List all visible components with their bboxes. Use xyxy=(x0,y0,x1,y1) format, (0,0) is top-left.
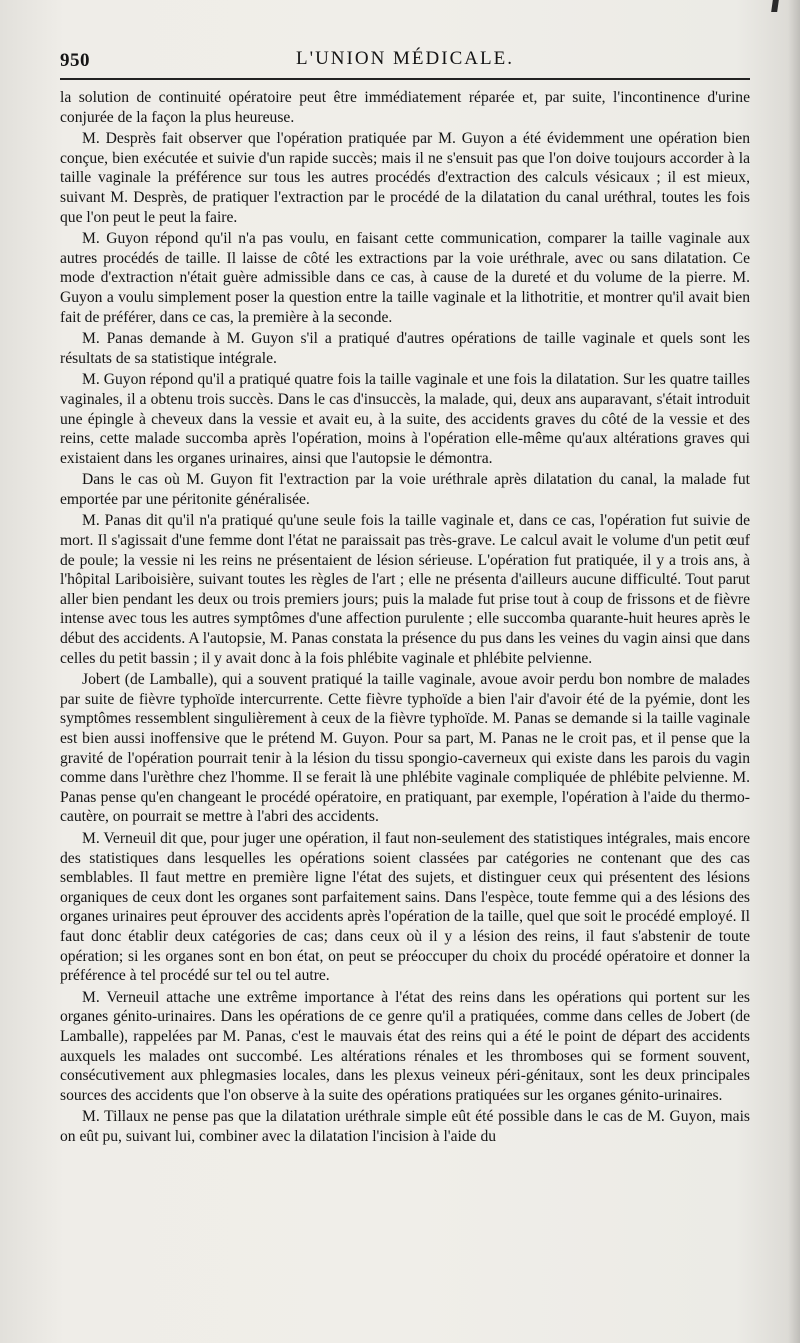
header-rule xyxy=(60,78,750,80)
paragraph-guyon-statistics: M. Guyon répond qu'il a pratiqué quatre fois la taille vaginale et une fois la dilatation. Sur les quatre tailles vaginales, il a obtenu trois succès. Dans le cas d'insuccès, la malade, qui, deux ans auparavant, s'était introduit une épingle à cheveux dans la vessie et avait eu, à la suite, des accidents graves du côté de la vessie et des reins, cette malade succomba après l'opération, moins à l'opération elle-même qu'aux altérations graves qui existaient dans les organes urinaires, ainsi que l'autopsie le démontra. xyxy=(60,371,750,467)
paragraph-dilatation-case: Dans le cas où M. Guyon fit l'extraction par la voie uréthrale après dilatation du canal, la malade fut emportée par une péritonite généralisée. xyxy=(60,471,750,508)
page-edge-shadow xyxy=(788,0,800,1343)
page-header xyxy=(60,46,750,76)
paragraph-guyon-reply: M. Guyon répond qu'il n'a pas voulu, en faisant cette communication, comparer la taille vaginale aux autres procédés de taille. Il laisse de côté les extractions par la voie uréthrale, avec ou sans dilatation. Ce mode d'extraction n'était guère admissible dans ce cas, à cause de la dureté et du volume de la pierre. M. Guyon a voulu simplement poser la question entre la taille vaginale et la lithotritie, et montrer qu'il avait bien fait de préférer, dans ce cas, la première à la seconde. xyxy=(60,230,750,326)
paragraph-verneuil-kidneys: M. Verneuil attache une extrême importance à l'état des reins dans les opérations qui portent sur les organes génito-urinaires. Dans les opérations de ce genre qu'il a pratiquées, comme dans celles de Jobert (de Lamballe), rappelées par M. Panas, c'est le mauvais état des reins qui a été le point de départ des accidents auxquels les malades ont succombé. Les altérations rénales et les thromboses qui se forment souvent, consécutivement aux phlegmasies locales, dans les plexus veineux péri-génitaux, sont les deux principales sources des accidents que l'on observe à la suite des opérations pratiquées sur les organes génito-urinaires. xyxy=(60,988,750,1104)
paragraph-despres: M. Desprès fait observer que l'opération pratiquée par M. Guyon a été évidemment une opération bien conçue, bien exécutée et suivie d'un rapide succès; mais il ne s'ensuit pas que l'on doive toujours accorder à la taille vaginale la préférence sur tous les autres procédés d'extraction des calculs vésicaux ; il est mieux, suivant M. Desprès, de pratiquer l'extraction par le procédé de la dilatation du canal uréthral, toutes les fois que l'on peut le peut la faire. xyxy=(60,130,750,226)
article-body xyxy=(60,88,750,1148)
paragraph-verneuil-statistics: M. Verneuil dit que, pour juger une opération, il faut non-seulement des statistiques intégrales, mais encore des statistiques dans lesquelles les opérations soient classées par catégories ne contenant que des cas semblables. Il faut mettre en première ligne l'état des sujets, et distinguer ceux qui présentent des lésions organiques de ceux dont les organes sont parfaitement sains. Dans l'espèce, toute femme qui a des lésions des organes urinaires peut éprouver des accidents après l'opération de la taille, quel que soit le procédé employé. Il faut donc établir deux catégories de cas; dans ceux où il y a lésion des reins, il faut s'abstenir de toute opération; si les organes sont en bon état, on peut se préoccuper du choix du procédé opératoire et donner la préférence à tel procédé sur tel ou tel autre. xyxy=(60,829,750,985)
paragraph-tillaux: M. Tillaux ne pense pas que la dilatation uréthrale simple eût été possible dans le cas de M. Guyon, mais on eût pu, suivant lui, combiner avec la dilatation l'incision à l'aide du xyxy=(60,1108,750,1145)
paragraph-continued: la solution de continuité opératoire peut être immédiatement réparée et, par suite, l'incontinence d'urine conjurée de la façon la plus heureuse. xyxy=(60,89,750,126)
page-number: 950 xyxy=(60,50,90,71)
running-title: L'UNION MÉDICALE. xyxy=(296,48,514,69)
page-corner-mark xyxy=(771,0,779,12)
paragraph-panas-question: M. Panas demande à M. Guyon s'il a pratiqué d'autres opérations de taille vaginale et quels sont les résultats de sa statistique intégrale. xyxy=(60,330,750,367)
paragraph-jobert: Jobert (de Lamballe), qui a souvent pratiqué la taille vaginale, avoue avoir perdu bon nombre de malades par suite de fièvre typhoïde intercurrente. Cette fièvre typhoïde a bien l'air d'avoir été de la pyémie, dont les symptômes ressemblent singulièrement à ceux de la fièvre typhoïde. M. Panas se demande si la taille vaginale est bien aussi inoffensive que le prétend M. Guyon. Pour sa part, M. Panas ne le croit pas, et il pense que la gravité de l'opération pourrait tenir à la lésion du tissu spongio-caverneux qui existe dans les parois du vagin comme dans l'urèthre chez l'homme. Il se ferait là une phlébite vaginale compliquée de phlébite pelvienne. M. Panas pense qu'en changeant le procédé opératoire, en pratiquant, par exemple, l'opération à l'aide du thermo-cautère, on pourrait se mettre à l'abri des accidents. xyxy=(60,671,750,826)
paragraph-panas-case: M. Panas dit qu'il n'a pratiqué qu'une seule fois la taille vaginale et, dans ce cas, l'opération fut suivie de mort. Il s'agissait d'une femme dont l'état ne paraissait pas très-grave. Le calcul avait le volume d'un petit œuf de poule; la vessie ni les reins ne présentaient de lésion sérieuse. L'opération fut pratiquée, il y a trois ans, à l'hôpital Lariboisière, suivant toutes les règles de l'art ; elle ne présenta d'ailleurs aucune difficulté. Tout parut aller bien pendant les deux ou trois premiers jours; puis la malade fut prise tout à coup de frissons et de fièvre intense avec tous les autres symptômes d'une affection purulente ; elle succomba quarante-huit heures après le début des accidents. A l'autopsie, M. Panas constata la présence du pus dans les veines du vagin ainsi que dans celles du petit bassin ; il y avait donc à la fois phlébite vaginale et phlébite pelvienne. xyxy=(60,512,750,667)
